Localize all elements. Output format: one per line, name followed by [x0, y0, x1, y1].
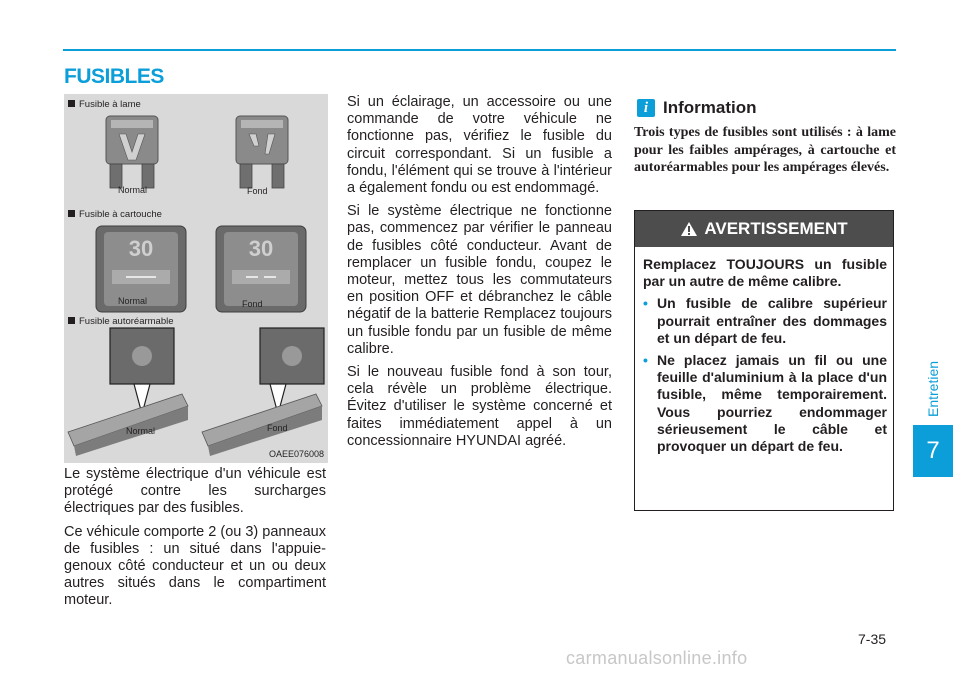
- bullet-dot-icon: •: [643, 352, 648, 369]
- label-auto-normal: Normal: [126, 426, 156, 436]
- blade-fuse-normal-drawing: [106, 116, 158, 188]
- fuse-types-illustration: [64, 94, 328, 463]
- label-cartridge-blown: Fond: [242, 299, 263, 309]
- watermark: carmanualsonline.info: [566, 648, 748, 668]
- warning-body: [643, 256, 887, 460]
- warning-box: [634, 210, 894, 511]
- body-column-left: [64, 466, 326, 616]
- warning-header: [635, 211, 893, 247]
- caption-cartridge-fuse: Fusible à cartouche: [68, 209, 162, 220]
- warning-bullet-text: Un fusible de calibre supérieur pourrait entraîner des dommages et un départ de feu.: [657, 295, 887, 346]
- information-heading: [637, 98, 757, 118]
- info-icon: i: [637, 99, 655, 117]
- information-title: Information: [663, 98, 757, 117]
- warning-triangle-icon: [680, 221, 698, 237]
- figure-code: OAEE076008: [268, 449, 324, 459]
- paragraph: Si le nouveau fusible fond à son tour, cela révèle un problème électrique. Évitez d'utiliser le système concerné et faites immédiatement appel à un concessionnaire HYUNDAI agréé.: [347, 364, 612, 449]
- chapter-number-tab: 7: [913, 425, 953, 477]
- auto-reset-fuse-normal-drawing: [68, 328, 188, 456]
- information-text: Trois types de fusibles sont utilisés : à lame pour les faibles ampérages, à cartouche et autoréarmables pour les ampérages élevés.: [634, 125, 896, 175]
- caption-auto-reset-fuse: Fusible autoréarmable: [68, 316, 174, 327]
- warning-bullet-text: Ne placez jamais un fil ou une feuille d'aluminium à la place d'un fusible, même temporairement. Vous pourriez endommager sérieusement le câble et provoquer un départ de feu.: [657, 352, 887, 455]
- svg-text:30: 30: [128, 236, 154, 261]
- paragraph: Si un éclairage, un accessoire ou une commande de votre véhicule ne fonctionne pas, vérifiez le fusible du circuit correspondant. Si un fusible a fondu, l'élément qui se trouve à l'intérieur a également fondu ou est endommagé.: [347, 94, 612, 197]
- section-title: FUSIBLES: [64, 65, 164, 88]
- warning-bullet: [643, 295, 887, 347]
- warning-title: AVERTISSEMENT: [704, 219, 848, 238]
- label-blade-normal: Normal: [118, 185, 148, 195]
- label-auto-blown: Fond: [267, 423, 288, 433]
- label-blade-blown: Fond: [247, 186, 268, 196]
- fuse-drawings: [64, 94, 328, 463]
- paragraph: Ce véhicule comporte 2 (ou 3) panneaux de fusibles : un situé dans l'appuie-genoux côté conducteur et un ou deux autres situés dans le compartiment moteur.: [64, 523, 326, 609]
- caption-blade-fuse: Fusible à lame: [68, 99, 141, 110]
- page-number: 7-35: [858, 631, 887, 647]
- top-rule: [63, 49, 896, 51]
- warning-bullet: [643, 352, 887, 455]
- bullet-dot-icon: •: [643, 295, 648, 312]
- warning-intro: Remplacez TOUJOURS un fusible par un autre de même calibre.: [643, 256, 887, 290]
- body-column-middle: [347, 94, 612, 456]
- chapter-side-label: Entretien: [925, 360, 942, 418]
- paragraph: Le système électrique d'un véhicule est protégé contre les surcharges électriques par des fusibles.: [64, 466, 326, 517]
- svg-text:30: 30: [248, 236, 274, 261]
- paragraph: Si le système électrique ne fonctionne pas, commencez par vérifier le panneau de fusibles côté conducteur. Avant de remplacer un fusible fondu, coupez le moteur, mettez tous les commutateurs en position OFF et débranchez le câble négatif de la batterie Remplacez toujours un fusible fondu par un fusible de même calibre.: [347, 203, 612, 357]
- label-cartridge-normal: Normal: [118, 296, 148, 306]
- blade-fuse-blown-drawing: [236, 116, 288, 188]
- auto-reset-fuse-blown-drawing: [202, 328, 324, 456]
